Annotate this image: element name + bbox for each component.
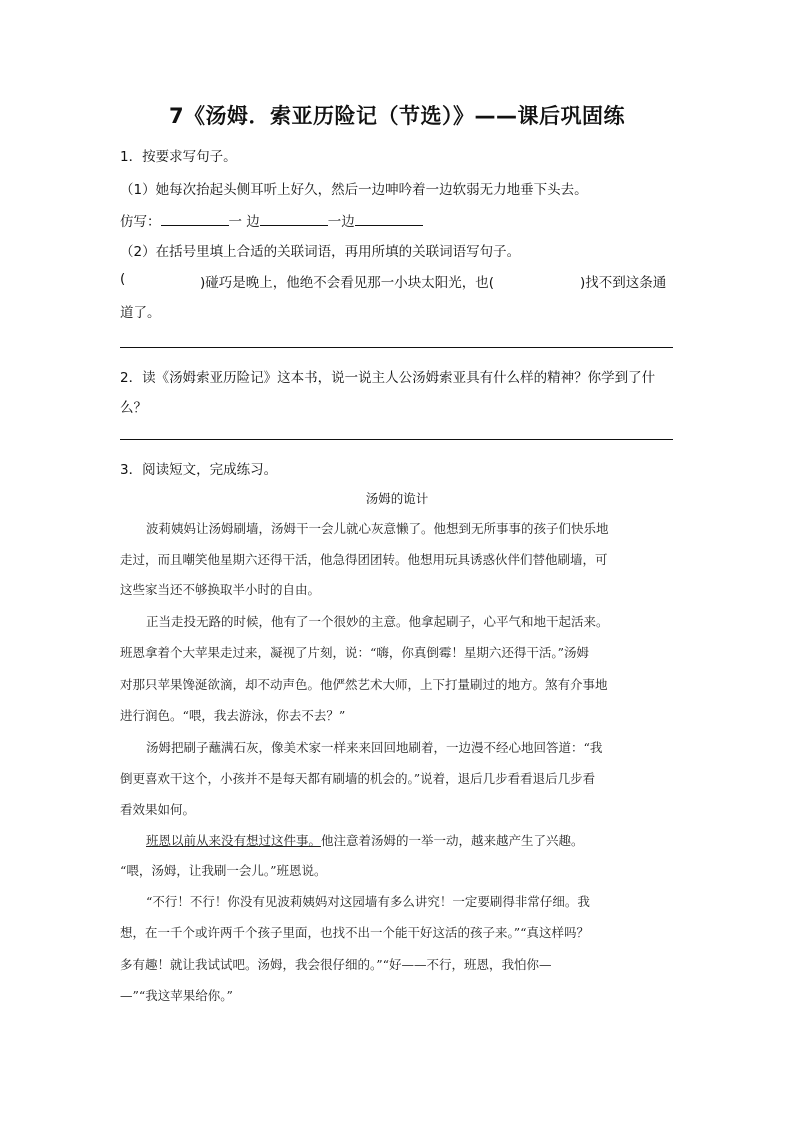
story-p3-line3: 看效果如何。	[120, 802, 196, 817]
paren-open-1: (	[120, 271, 126, 287]
story-p4	[146, 831, 584, 849]
sentence-part1: )碰巧是晚上，他绝不会看见那一小块太阳光，也(	[200, 275, 495, 291]
story-p6-line3: 多有趣！就让我试试吧。汤姆，我会很仔细的。”“好——不行，班恩，我怕你—	[120, 957, 552, 972]
q1-sub2: （2）在括号里填上合适的关联词语，再用所填的关联词语写句子。	[120, 244, 521, 260]
story-p6-line1: “不行！不行！你没有见波莉姨妈对这园墙有多么讲究！一定要刷得非常仔细。我	[146, 894, 590, 909]
q2-line1: 2．读《汤姆索亚历险记》这本书，说一说主人公汤姆索亚具有什么样的精神？你学到了什	[120, 370, 656, 386]
story-p6-line2: 想，在一千个或许两千个孩子里面，也找不出一个能干好这活的孩子来。”“真这样吗？	[120, 925, 590, 940]
imitate-mid2: 一边	[327, 214, 355, 230]
story-p2-line4: 进行润色。“喂，我去游泳，你去不去？”	[120, 708, 346, 723]
underlined-sentence: 班恩以前从来没有想过这件事。	[146, 833, 322, 848]
story-p5: “喂，汤姆，让我刷一会儿。”班恩说。	[120, 863, 327, 878]
answer-line-2[interactable]	[120, 439, 673, 440]
imitate-mid1: 一 边	[228, 214, 260, 230]
story-title: 汤姆的诡计	[365, 491, 429, 506]
story-p2-line2: 班恩拿着个大苹果走过来，凝视了片刻，说：“嗨，你真倒霉！星期六还得干活。”汤姆	[120, 645, 590, 660]
story-p3-line1: 汤姆把刷子蘸满石灰，像美术家一样来来回回地刷着，一边漫不经心地回答道：“我	[146, 740, 603, 755]
q1-heading: 1．按要求写句子。	[120, 149, 237, 165]
answer-line-1[interactable]	[120, 347, 673, 348]
story-p4-rest: 他注意着汤姆的一举一动，越来越产生了兴趣。	[321, 833, 584, 848]
q1-imitate-row	[120, 210, 423, 230]
story-p2-line3: 对那只苹果馋涎欲滴，却不动声色。他俨然艺术大师，上下打量刷过的地方。煞有介事地	[120, 677, 608, 692]
page-title: 7《汤姆．索亚历险记（节选）》——课后巩固练	[168, 104, 626, 128]
story-p2-line1: 正当走投无路的时候，他有了一个很妙的主意。他拿起刷子，心平气和地干起活来。	[146, 614, 609, 629]
q1-sub1: （1）她每次抬起头侧耳听上好久，然后一边呻吟着一边软弱无力地垂下头去。	[120, 182, 588, 198]
story-p6-line4: —”“我这苹果给你。”	[120, 988, 233, 1003]
sentence-part2: )找不到这条通	[580, 275, 667, 291]
imitate-blank-2[interactable]	[260, 211, 328, 226]
imitate-blank-1[interactable]	[161, 211, 229, 226]
imitate-prefix: 仿写：	[120, 214, 161, 230]
story-p1-line3: 这些家当还不够换取半小时的自由。	[120, 582, 321, 597]
q2-line2: 么？	[120, 400, 147, 416]
story-p3-line2: 倒更喜欢干这个，小孩并不是每天都有刷墙的机会的。”说着，退后几步看看退后几步看	[120, 771, 596, 786]
story-p1-line2: 走过，而且嘲笑他星期六还得干活，他急得团团转。他想用玩具诱惑伙伴们替他刷墙，可	[120, 552, 608, 567]
imitate-blank-3[interactable]	[355, 211, 423, 226]
q3-heading: 3．阅读短文，完成练习。	[120, 462, 278, 478]
sentence-part3: 道了。	[120, 305, 161, 321]
story-p1-line1: 波莉姨妈让汤姆刷墙，汤姆干一会儿就心灰意懒了。他想到无所事事的孩子们快乐地	[146, 521, 609, 536]
